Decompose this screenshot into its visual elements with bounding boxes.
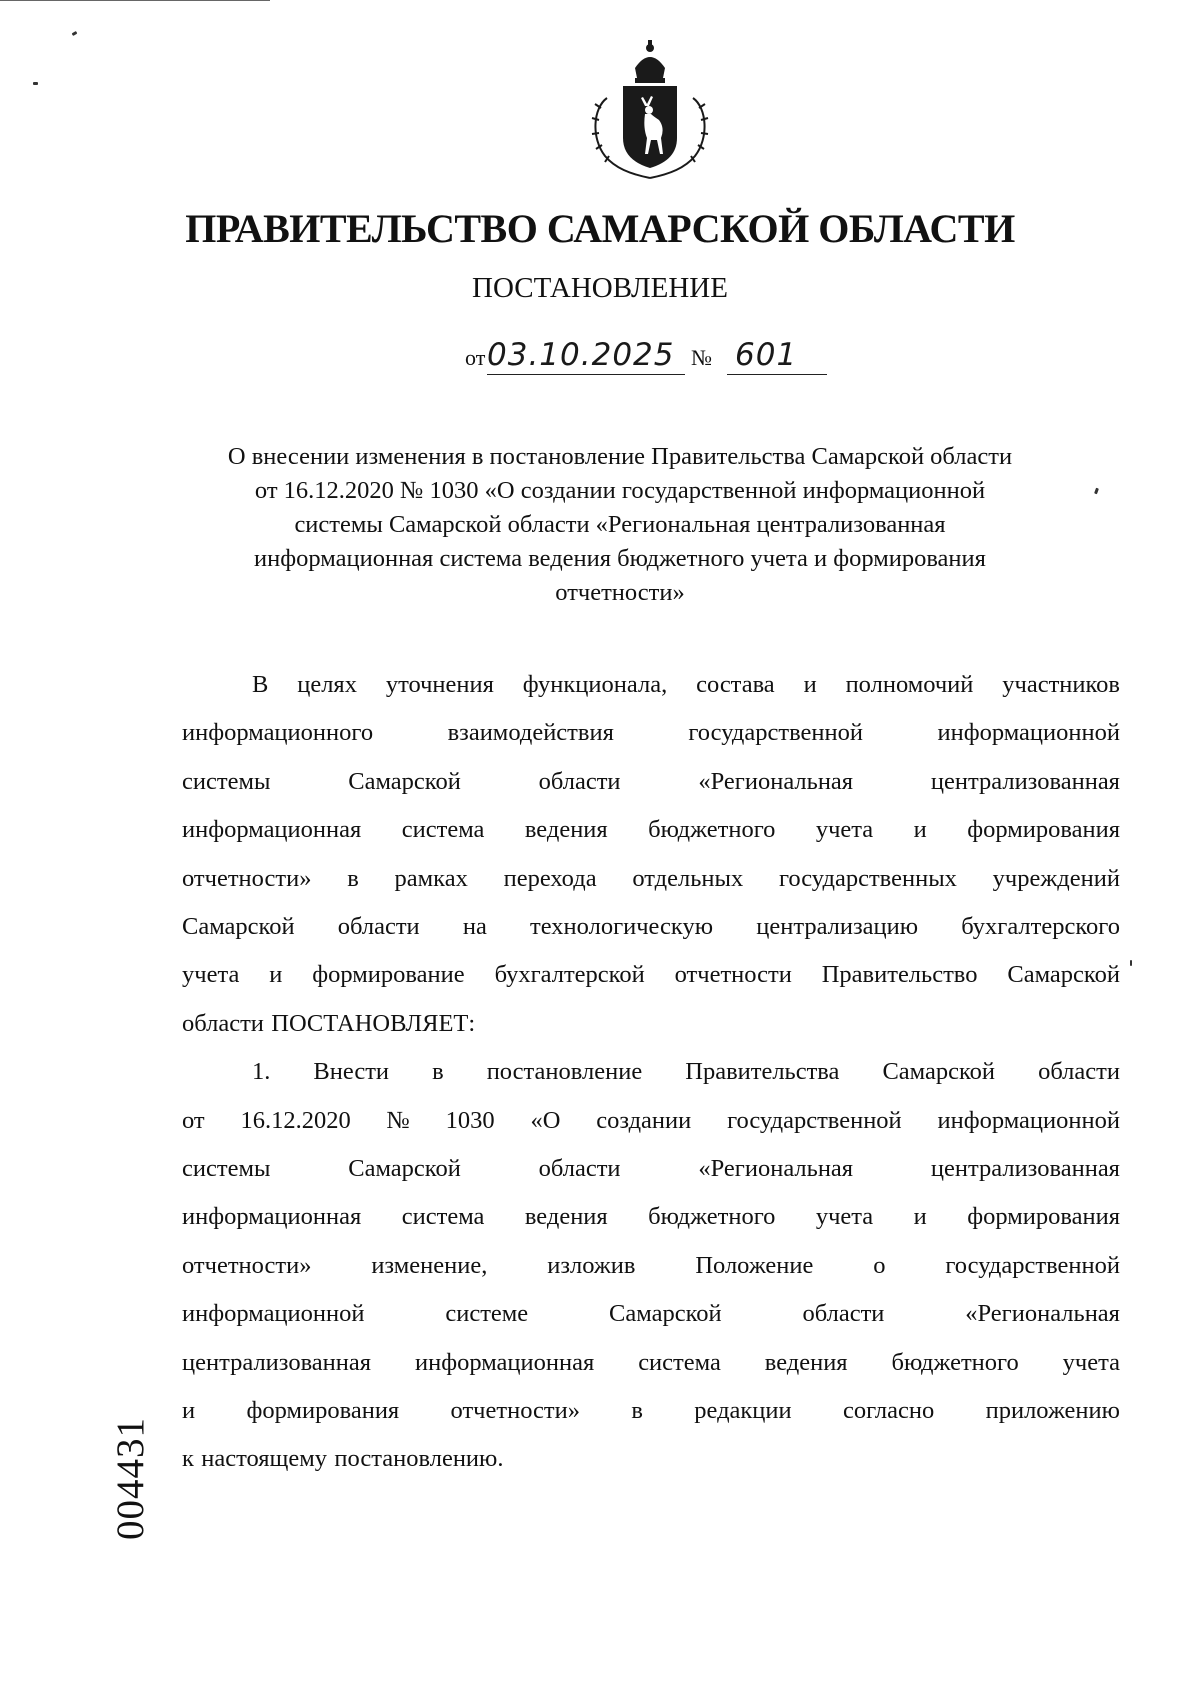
body-text-line xyxy=(182,1200,1120,1234)
body-word: отдельных xyxy=(632,864,744,892)
body-word: информационная xyxy=(414,1348,595,1376)
body-word: ведения xyxy=(524,816,608,844)
body-word: и xyxy=(803,671,817,698)
scan-edge-line xyxy=(0,0,270,1)
body-word: на xyxy=(462,913,487,940)
body-word: постановлению. xyxy=(334,1445,504,1473)
date-prefix: от xyxy=(465,345,486,370)
body-text-line xyxy=(182,910,1120,944)
body-word: области xyxy=(182,1009,264,1037)
body-word: государственной xyxy=(727,1106,902,1134)
body-text-line xyxy=(182,1346,1120,1380)
body-word: системы xyxy=(182,1155,271,1182)
body-word: централизованная xyxy=(930,767,1120,795)
body-word: 1. xyxy=(252,1058,271,1086)
body-word: технологическую xyxy=(530,913,714,940)
body-word: целях xyxy=(297,671,357,698)
body-word: в xyxy=(432,1058,444,1086)
body-word: области xyxy=(538,767,621,795)
body-text-line xyxy=(182,1442,1120,1476)
body-text-line xyxy=(252,668,1120,702)
body-word: учета xyxy=(815,816,874,844)
subject-line: О внесении изменения в постановление Правительства Самарской области xyxy=(227,443,1013,470)
body-word: отчетности» xyxy=(182,1251,312,1279)
body-word: учреждений xyxy=(992,864,1120,892)
scan-speck xyxy=(33,82,38,85)
body-word: Самарской xyxy=(609,1300,722,1328)
body-word: централизованная xyxy=(930,1155,1120,1182)
org-title: ПРАВИТЕЛЬСТВО САМАРСКОЙ ОБЛАСТИ xyxy=(185,206,1015,251)
body-word: бухгалтерского xyxy=(961,913,1120,940)
body-word: взаимодействия xyxy=(447,719,614,747)
body-word: формирование xyxy=(312,961,465,989)
body-word: государственной xyxy=(688,719,863,747)
body-word: государственных xyxy=(778,864,957,892)
body-word: «О xyxy=(530,1106,561,1134)
body-word: ведения xyxy=(764,1348,848,1376)
document-subject xyxy=(180,440,1060,610)
body-word: области xyxy=(1038,1058,1120,1086)
body-word: бюджетного xyxy=(648,1203,776,1231)
body-word: системы xyxy=(182,767,271,795)
scan-speck xyxy=(72,31,78,36)
body-word: изменение, xyxy=(371,1251,488,1279)
coat-of-arms-icon xyxy=(585,38,715,180)
body-word: и xyxy=(269,961,283,989)
body-word: полномочий xyxy=(845,671,974,698)
body-text-line xyxy=(182,716,1120,750)
body-word: настоящему xyxy=(201,1445,328,1473)
body-word: редакции xyxy=(694,1397,792,1424)
body-word: согласно xyxy=(843,1397,935,1424)
body-word: Самарской xyxy=(348,1155,461,1182)
body-text-line xyxy=(182,1297,1120,1331)
body-word: отчетности xyxy=(674,961,792,989)
body-word: системе xyxy=(445,1300,529,1328)
body-word: централизованная xyxy=(182,1348,372,1376)
body-text-line xyxy=(182,1249,1120,1283)
body-word: области xyxy=(337,913,420,940)
body-word: учета xyxy=(815,1203,874,1231)
body-text-line xyxy=(182,1104,1120,1138)
body-word: «Региональная xyxy=(698,1155,854,1182)
body-word: Самарской xyxy=(182,913,295,940)
body-word: «Региональная xyxy=(698,767,854,795)
body-word: Правительство xyxy=(821,961,978,989)
body-word: бюджетного xyxy=(891,1348,1019,1376)
body-word: Самарской xyxy=(1007,961,1120,989)
body-word: области xyxy=(802,1300,885,1328)
number-underline xyxy=(727,374,827,375)
subject-line: информационная система ведения бюджетного учета и формирования xyxy=(254,545,986,572)
body-text-line xyxy=(182,1394,1120,1428)
body-word: информационной xyxy=(937,719,1120,747)
body-word: Правительства xyxy=(685,1058,840,1086)
body-word: создании xyxy=(596,1106,692,1134)
body-word: В xyxy=(252,671,269,698)
body-word: информационной xyxy=(937,1106,1120,1134)
body-word: система xyxy=(401,1203,485,1231)
body-word: приложению xyxy=(985,1397,1120,1424)
body-word: рамках xyxy=(394,864,468,892)
body-word: информационная xyxy=(182,1203,362,1231)
scan-speck xyxy=(1094,488,1099,495)
body-word: в xyxy=(631,1397,643,1424)
body-word: отчетности» xyxy=(182,864,312,892)
body-text-line xyxy=(182,958,1120,992)
body-word: формирования xyxy=(967,1203,1120,1231)
body-word: бюджетного xyxy=(648,816,776,844)
body-word: ПОСТАНОВЛЯЕТ: xyxy=(271,1009,476,1037)
body-word: о xyxy=(873,1251,886,1279)
body-word: перехода xyxy=(503,864,597,892)
body-text-line xyxy=(182,765,1120,799)
body-word: состава xyxy=(696,671,775,698)
body-word: 1030 xyxy=(445,1106,495,1134)
scan-speck xyxy=(1130,960,1132,966)
body-word: Внести xyxy=(313,1058,390,1086)
number-prefix: № xyxy=(691,345,712,370)
body-word: изложив xyxy=(547,1251,636,1279)
body-word: информационной xyxy=(182,1300,365,1328)
body-word: учета xyxy=(182,961,240,989)
body-word: и xyxy=(913,816,927,844)
side-registration-number: 004431 xyxy=(109,1417,152,1540)
body-word: формирования xyxy=(246,1397,400,1424)
body-word: Положение xyxy=(695,1251,814,1279)
body-word: система xyxy=(401,816,485,844)
body-word: области xyxy=(538,1155,621,1182)
body-text-line xyxy=(252,1055,1120,1089)
document-type: ПОСТАНОВЛЕНИЕ xyxy=(472,272,728,304)
body-word: Самарской xyxy=(882,1058,996,1086)
body-word: ведения xyxy=(524,1203,608,1231)
body-word: функционала, xyxy=(522,671,668,698)
body-word: отчетности» xyxy=(450,1397,580,1424)
date-number-line xyxy=(465,335,865,375)
body-word: постановление xyxy=(486,1058,643,1086)
body-word: в xyxy=(347,864,359,892)
subject-line: системы Самарской области «Региональная централизованная xyxy=(294,511,946,538)
body-word: информационная xyxy=(182,816,362,844)
body-word: учета xyxy=(1062,1348,1120,1376)
handwritten-number: 601 xyxy=(735,337,798,373)
body-word: от xyxy=(182,1106,205,1134)
body-word: Самарской xyxy=(348,767,461,795)
body-word: 16.12.2020 xyxy=(240,1106,351,1134)
body-word: «Региональная xyxy=(965,1300,1120,1328)
subject-line: от 16.12.2020 № 1030 «О создании государственной информационной xyxy=(254,477,986,504)
body-text-line xyxy=(182,813,1120,847)
body-word: формирования xyxy=(967,816,1120,844)
body-text-line xyxy=(182,1007,1120,1041)
body-word: уточнения xyxy=(385,671,494,698)
body-word: бухгалтерской xyxy=(494,961,645,989)
subject-line: отчетности» xyxy=(555,579,685,606)
body-word: централизацию xyxy=(756,913,919,940)
body-word: и xyxy=(182,1397,196,1424)
body-word: информационного xyxy=(182,719,374,747)
body-word: система xyxy=(638,1348,721,1376)
body-word: № xyxy=(386,1106,410,1134)
body-text-line xyxy=(182,862,1120,896)
body-word: и xyxy=(913,1203,927,1231)
handwritten-date: 03.10.2025 xyxy=(487,337,675,373)
body-word: участников xyxy=(1002,671,1120,698)
body-text-line xyxy=(182,1152,1120,1186)
body-word: государственной xyxy=(945,1251,1120,1279)
date-underline xyxy=(487,374,685,375)
body-word: к xyxy=(182,1445,194,1473)
